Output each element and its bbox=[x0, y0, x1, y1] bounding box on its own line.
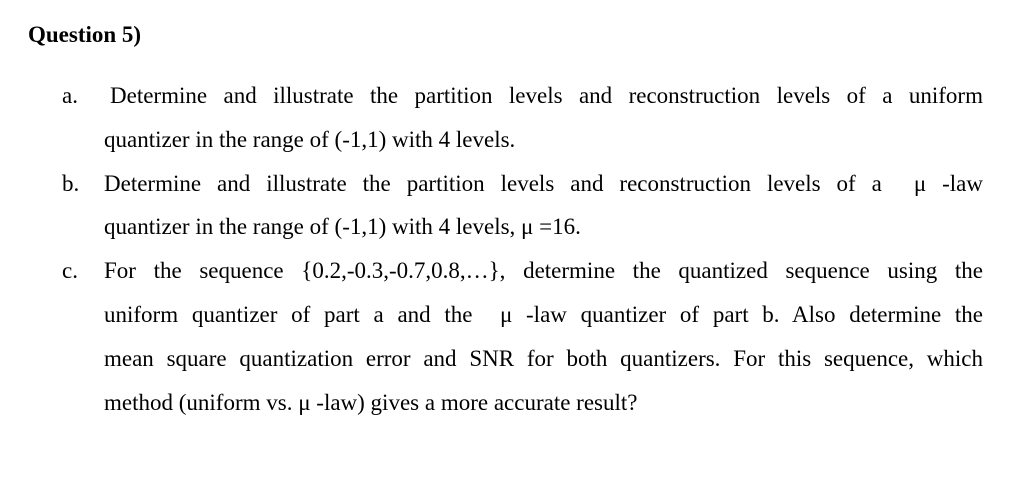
part-b-marker: b. bbox=[62, 171, 80, 196]
part-a-line-2: quantizer in the range of (-1,1) with 4 levels. bbox=[104, 127, 516, 152]
part-c-line-2: uniform quantizer of part a and the μ -law quantizer of part b. Also determine the bbox=[104, 302, 983, 327]
part-c-line-4: method (uniform vs. μ -law) gives a more accurate result? bbox=[104, 390, 638, 415]
part-a-marker: a. bbox=[62, 83, 78, 108]
question-title: Question 5) bbox=[28, 22, 142, 47]
part-b-line-2: quantizer in the range of (-1,1) with 4 levels, μ =16. bbox=[104, 214, 581, 239]
part-a-line-1: Determine and illustrate the partition levels and reconstruction levels of a uniform bbox=[110, 83, 983, 108]
part-c-marker: c. bbox=[62, 258, 78, 283]
part-c-line-3: mean square quantization error and SNR for both quantizers. For this sequence, which bbox=[104, 346, 983, 371]
part-c-line-1: For the sequence {0.2,-0.3,-0.7,0.8,…}, determine the quantized sequence using the bbox=[104, 258, 983, 283]
part-b-line-1: Determine and illustrate the partition levels and reconstruction levels of a μ -law bbox=[104, 171, 983, 196]
